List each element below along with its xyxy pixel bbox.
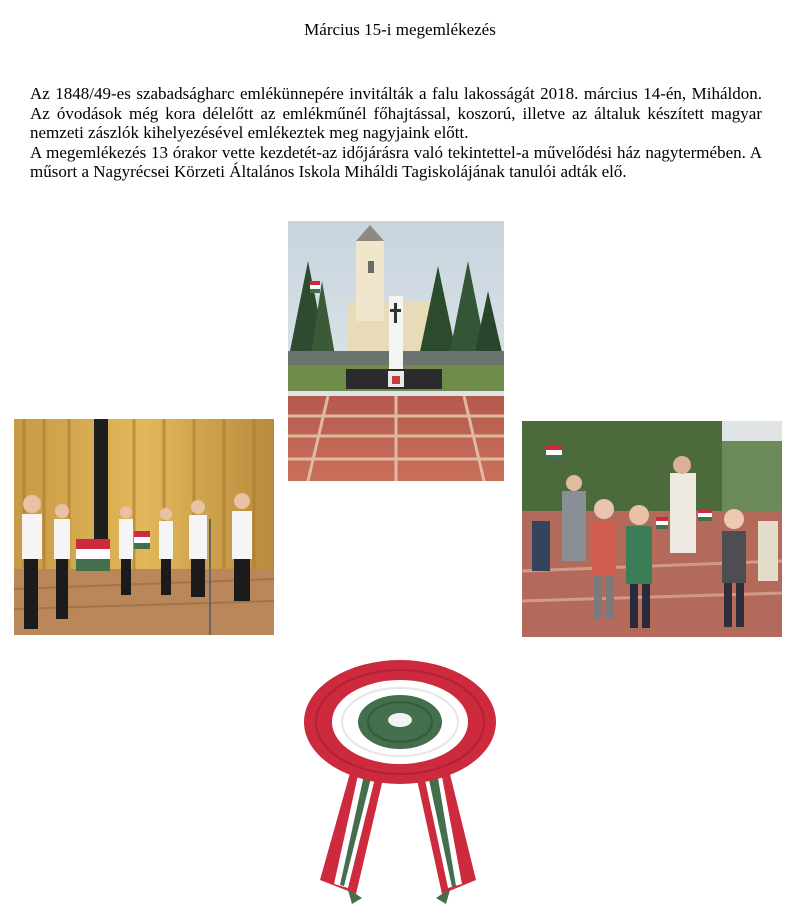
church-monument-photo bbox=[288, 221, 504, 481]
students-stage-photo bbox=[14, 419, 274, 635]
paragraph-2: A megemlékezés 13 órakor vette kezdetét-az időjárásra való tekintettel-a művelődési ház nagytermében. A műsort a Nagyrécsei Körzeti Általános Iskola Miháldi Tagiskolájának tanulói adták elő. bbox=[30, 142, 762, 181]
children-flags-photo bbox=[522, 421, 782, 637]
page-title: Március 15-i megemlékezés bbox=[304, 20, 496, 39]
hungarian-cockade-image bbox=[300, 658, 500, 904]
paragraph-1: Az 1848/49-es szabadságharc emlékünnepére invitálták a falu lakosságát 2018. március 14-én, Miháldon. Az óvodások még kora délelőtt az emlékműnél főhajtással, koszorú, illetve az általuk készített magyar nemzeti zászlók kihelyezésével emlékeztek meg nagyjaink előtt. bbox=[30, 84, 762, 142]
article-body bbox=[30, 84, 762, 182]
